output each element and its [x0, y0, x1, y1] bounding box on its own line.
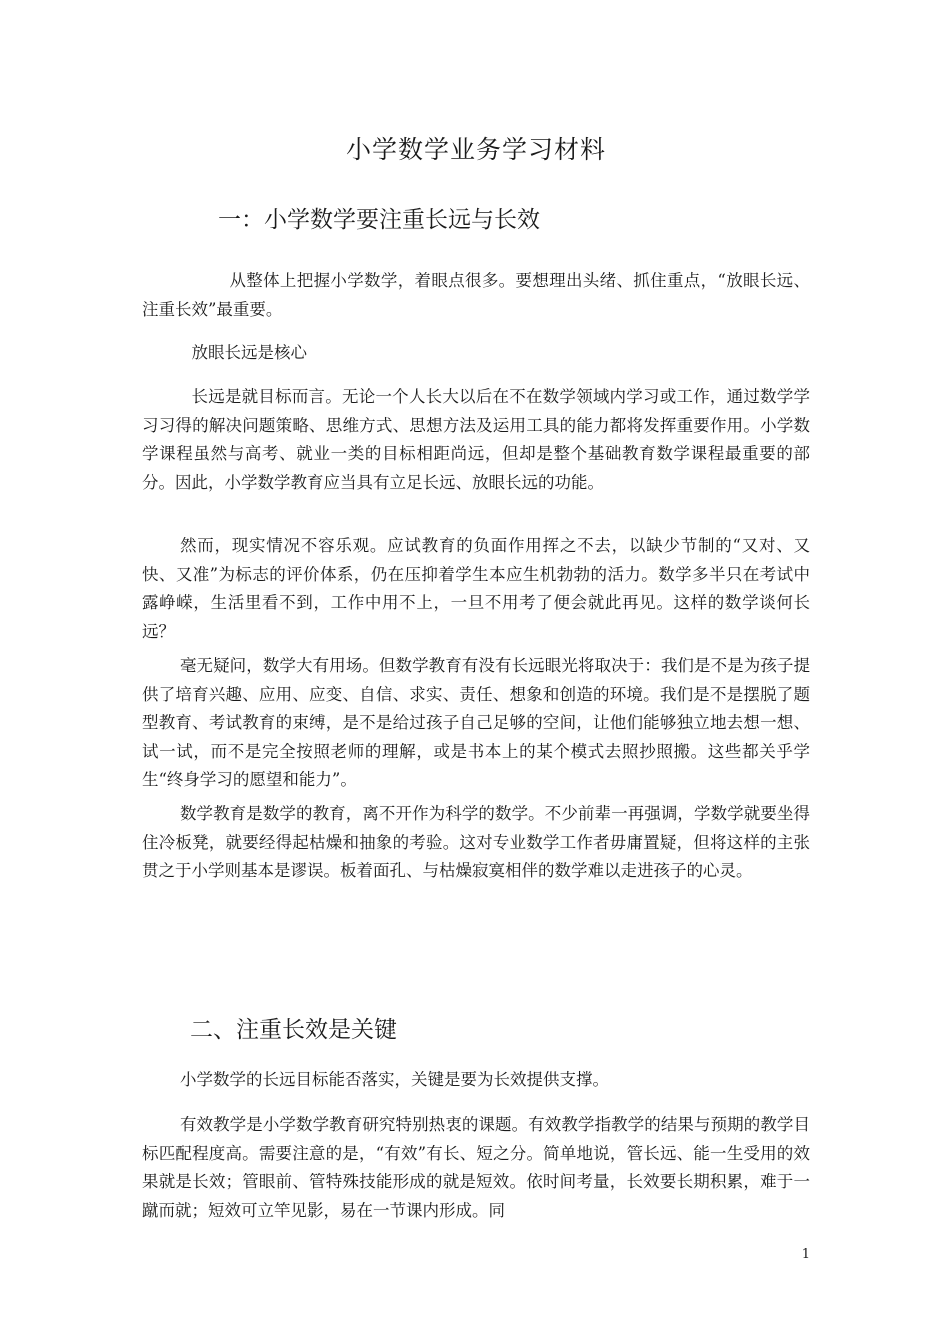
paragraph: 长远是就目标而言。无论一个人长大以后在不在数学领域内学习或工作，通过数学学习习得的解决问题策略、思维方式、思想方法及运用工具的能力都将发挥重要作用。小学数学课程虽然与高考、就业一类的目标相距尚远，但却是整个基础教育数学课程最重要的部分。因此，小学数学教育应当具有立足长远、放眼长远的功能。: [142, 387, 810, 492]
paragraph: 数学教育是数学的教育，离不开作为科学的数学。不少前辈一再强调，学数学就要坐得住冷板凳，就要经得起枯燥和抽象的考验。这对专业数学工作者毋庸置疑，但将这样的主张贯之于小学则基本是谬误。板着面孔、与枯燥寂寞相伴的数学难以走进孩子的心灵。: [142, 804, 810, 880]
section-1-subheading: 放眼长远是核心: [191, 343, 307, 362]
section-1-intro: 从整体上把握小学数学，着眼点很多。要想理出头绪、抓住重点，“放眼长远、注重长效”最重要。: [142, 271, 810, 319]
section-1-heading: 一：小学数学要注重长远与长效: [218, 207, 540, 233]
document-title: 小学数学业务学习材料: [345, 135, 606, 164]
paragraph: 有效教学是小学数学教育研究特别热衷的课题。有效教学指教学的结果与预期的教学目标匹配程度高。需要注意的是，“有效”有长、短之分。简单地说，管长远、能一生受用的效果就是长效；管眼前、管特殊技能形成的就是短效。依时间考量，长效要长期积累，难于一蹴而就；短效可立竿见影，易在一节课内形成。同: [142, 1115, 810, 1220]
paragraph: 毫无疑问，数学大有用场。但数学教育有没有长远眼光将取决于：我们是不是为孩子提供了培育兴趣、应用、应变、自信、求实、责任、想象和创造的环境。我们是不是摆脱了题型教育、考试教育的束缚，是不是给过孩子自己足够的空间，让他们能够独立地去想一想、试一试，而不是完全按照老师的理解，或是书本上的某个模式去照抄照搬。这些都关乎学生“终身学习的愿望和能力”。: [142, 656, 810, 789]
paragraph: 然而，现实情况不容乐观。应试教育的负面作用挥之不去，以缺少节制的“又对、又快、又准”为标志的评价体系，仍在压抑着学生本应生机勃勃的活力。数学多半只在考试中露峥嵘，生活里看不到，工作中用不上，一旦不用考了便会就此再见。这样的数学谈何长远？: [142, 536, 810, 641]
page-number: 1: [801, 1247, 810, 1262]
paragraph: 小学数学的长远目标能否落实，关键是要为长效提供支撑。: [179, 1070, 609, 1089]
section-2-heading: 二、注重长效是关键: [190, 1017, 397, 1043]
